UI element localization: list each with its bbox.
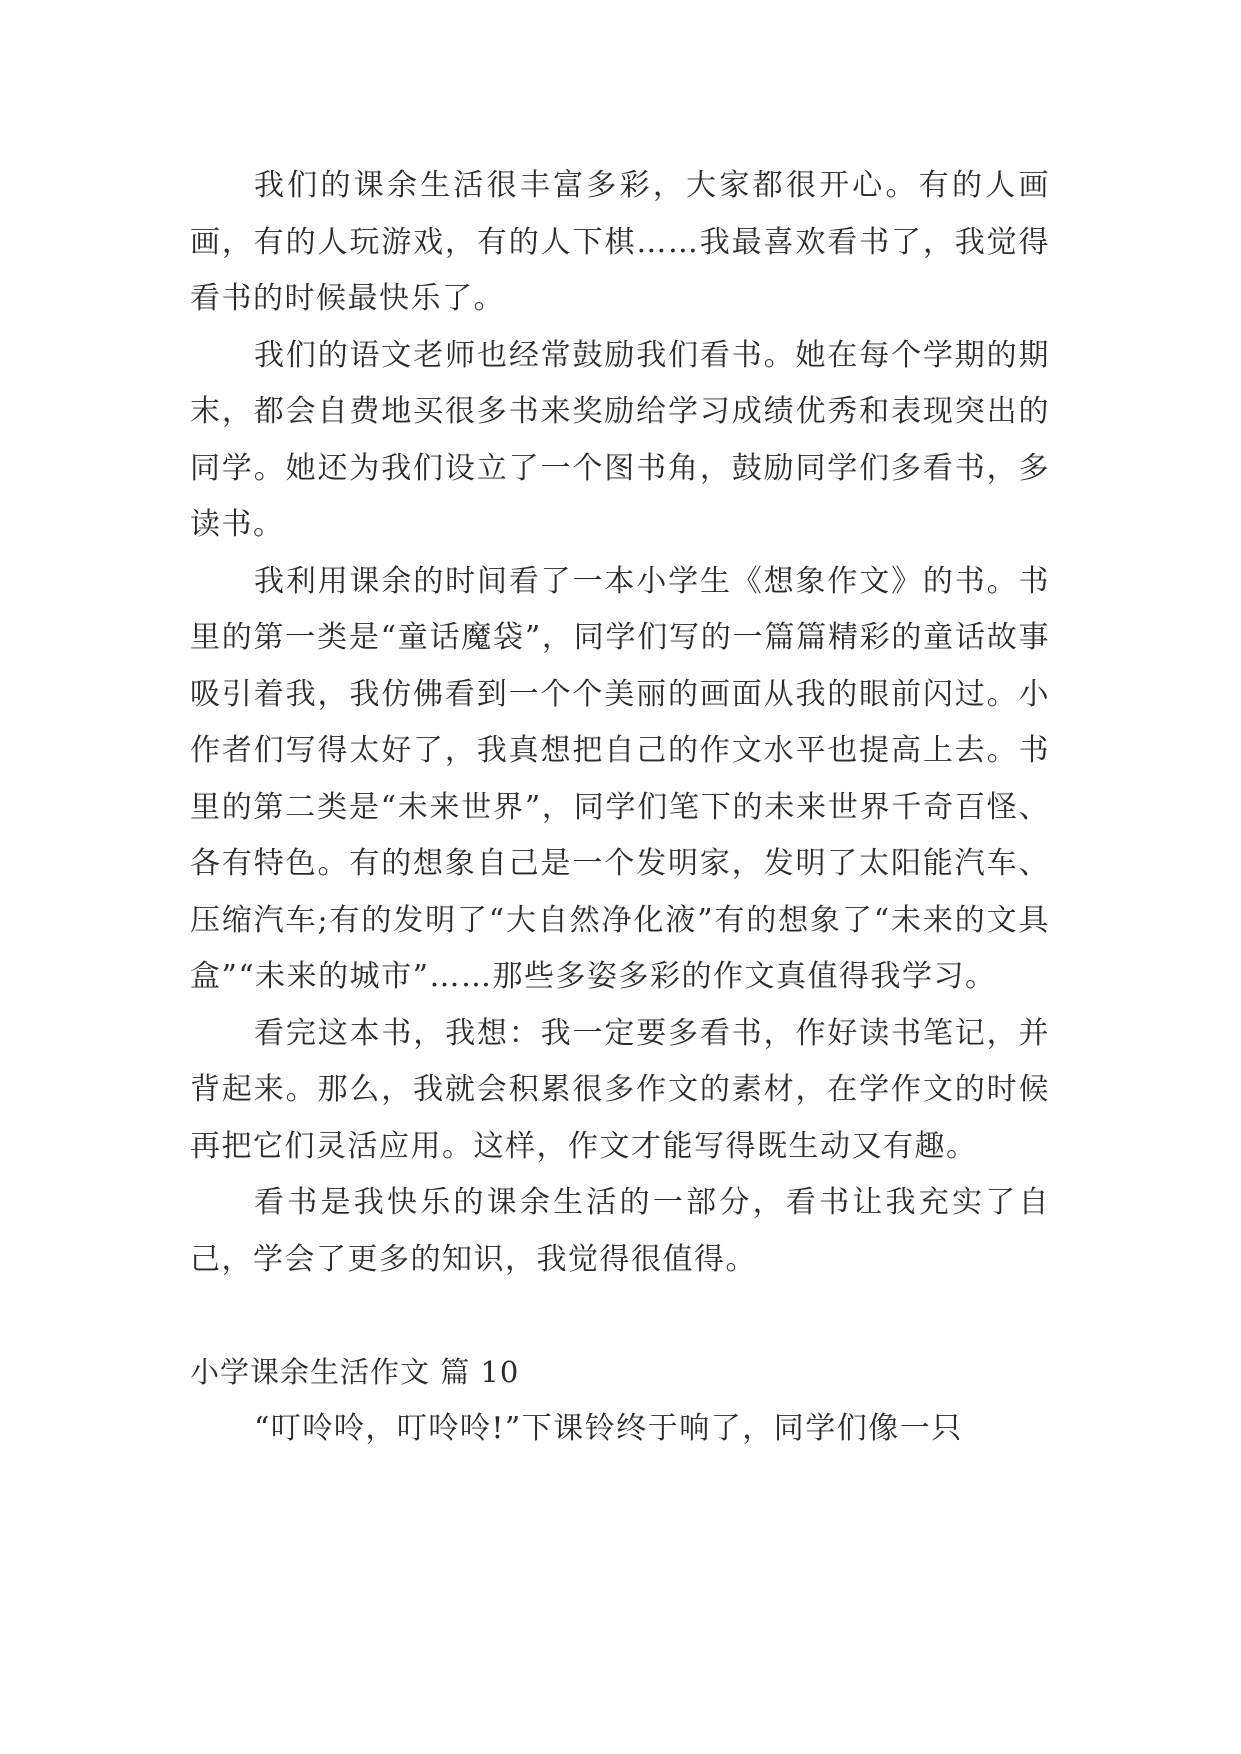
paragraph-2: 我们的语文老师也经常鼓励我们看书。她在每个学期的期末，都会自费地买很多书来奖励给学习成绩优秀和表现突出的同学。她还为我们设立了一个图书角，鼓励同学们多看书，多读书。 (190, 337, 1050, 542)
document-body (190, 158, 1050, 1457)
paragraph-5: 看书是我快乐的课余生活的一部分，看书让我充实了自己，学会了更多的知识，我觉得很值得。 (190, 1185, 1050, 1277)
paragraph-1: 我们的课余生活很丰富多彩，大家都很开心。有的人画画，有的人玩游戏，有的人下棋……我最喜欢看书了，我觉得看书的时候最快乐了。 (190, 168, 1050, 316)
section-heading: 小学课余生活作文 篇 10 (190, 1355, 520, 1389)
paragraph-4: 看完这本书，我想：我一定要多看书，作好读书笔记，并背起来。那么，我就会积累很多作文的素材，在学作文的时候再把它们灵活应用。这样，作文才能写得既生动又有趣。 (190, 1015, 1050, 1164)
paragraph-3: 我利用课余的时间看了一本小学生《想象作文》的书。书里的第一类是“童话魔袋”，同学们写的一篇篇精彩的童话故事吸引着我，我仿佛看到一个个美丽的画面从我的眼前闪过。小作者们写得太好了，我真想把自己的作文水平也提高上去。书里的第二类是“未来世界”，同学们笔下的未来世界千奇百怪、各有特色。有的想象自己是一个发明家，发明了太阳能汽车、压缩汽车;有的发明了“大自然净化液”有的想象了“未来的文具盒”“未来的城市”……那些多姿多彩的作文真值得我学习。 (190, 563, 1050, 994)
paragraph-6: “叮呤呤，叮呤呤!”下课铃终于响了，同学们像一只 (254, 1410, 963, 1446)
